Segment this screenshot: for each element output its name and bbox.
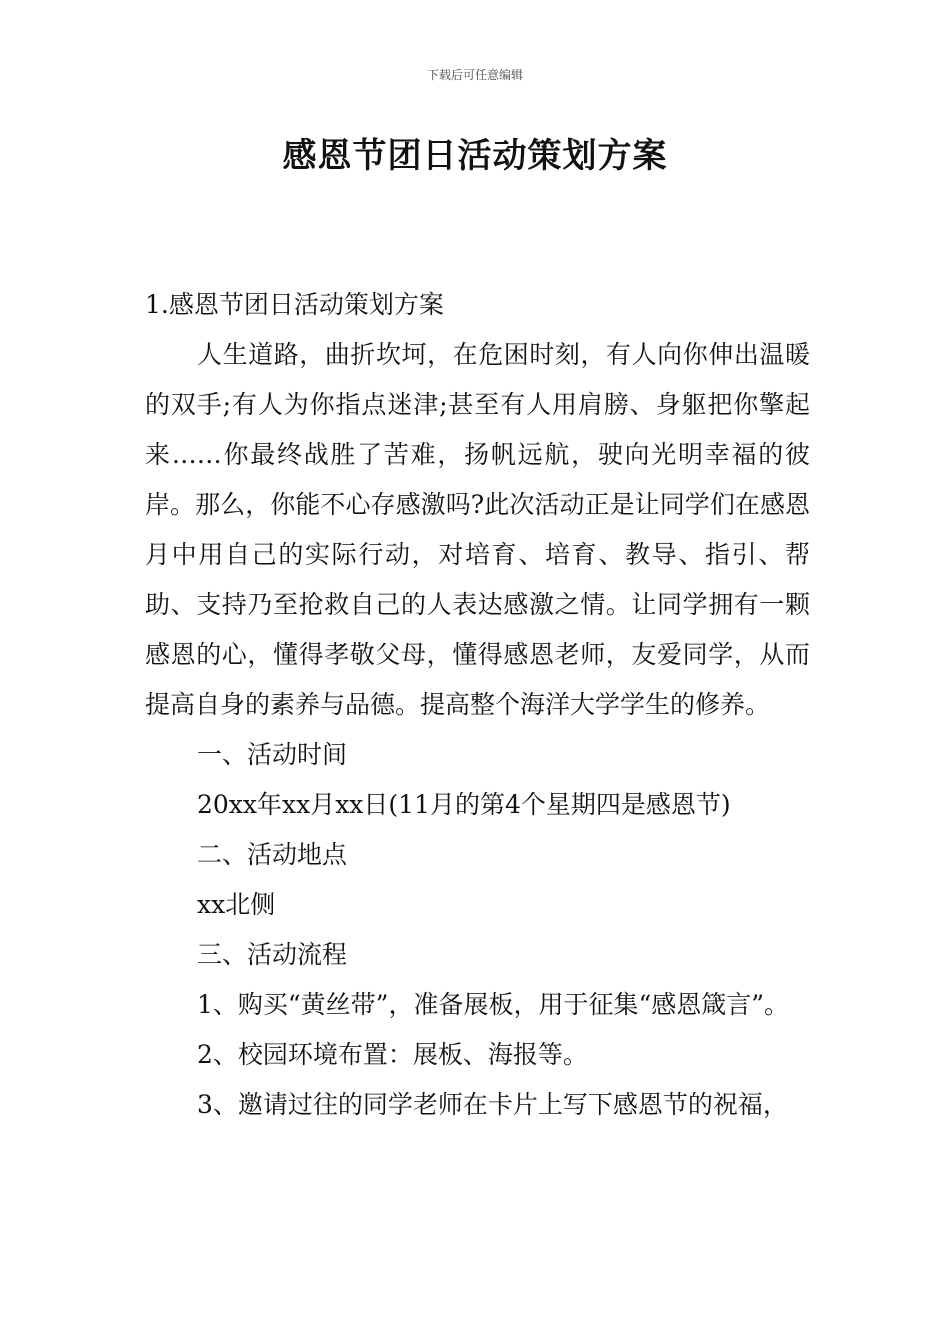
process-heading: 三、活动流程 [197, 940, 348, 969]
time-value: 20xx年xx月xx日(11月的第4个星期四是感恩节) [197, 790, 731, 819]
place-heading: 二、活动地点 [197, 840, 348, 869]
time-heading: 一、活动时间 [197, 740, 348, 769]
process-step-3: 3、邀请过往的同学老师在卡片上写下感恩节的祝福， [197, 1090, 788, 1119]
document-title: 感恩节团日活动策划方案 [282, 136, 668, 176]
document-body [145, 280, 810, 1130]
process-step-2: 2、校园环境布置：展板、海报等。 [197, 1040, 588, 1069]
process-step-1: 1、购买“黄丝带”，准备展板，用于征集“感恩箴言”。 [197, 990, 790, 1019]
section-heading: 1.感恩节团日活动策划方案 [145, 290, 444, 319]
header-note: 下载后可任意编辑 [426, 68, 523, 82]
intro-paragraph: 人生道路，曲折坎坷，在危困时刻，有人向你伸出温暖的双手;有人为你指点迷津;甚至有人用肩膀、身躯把你擎起来……你最终战胜了苦难，扬帆远航，驶向光明幸福的彼岸。那么，你能不心存感激吗?此次活动正是让同学们在感恩月中用自己的实际行动，对培育、培育、教导、指引、帮助、支持乃至抢救自己的人表达感激之情。让同学拥有一颗感恩的心，懂得孝敬父母，懂得感恩老师，友爱同学，从而提高自身的素养与品德。提高整个海洋大学学生的修养。 [145, 340, 810, 719]
place-value: xx北侧 [197, 890, 276, 919]
